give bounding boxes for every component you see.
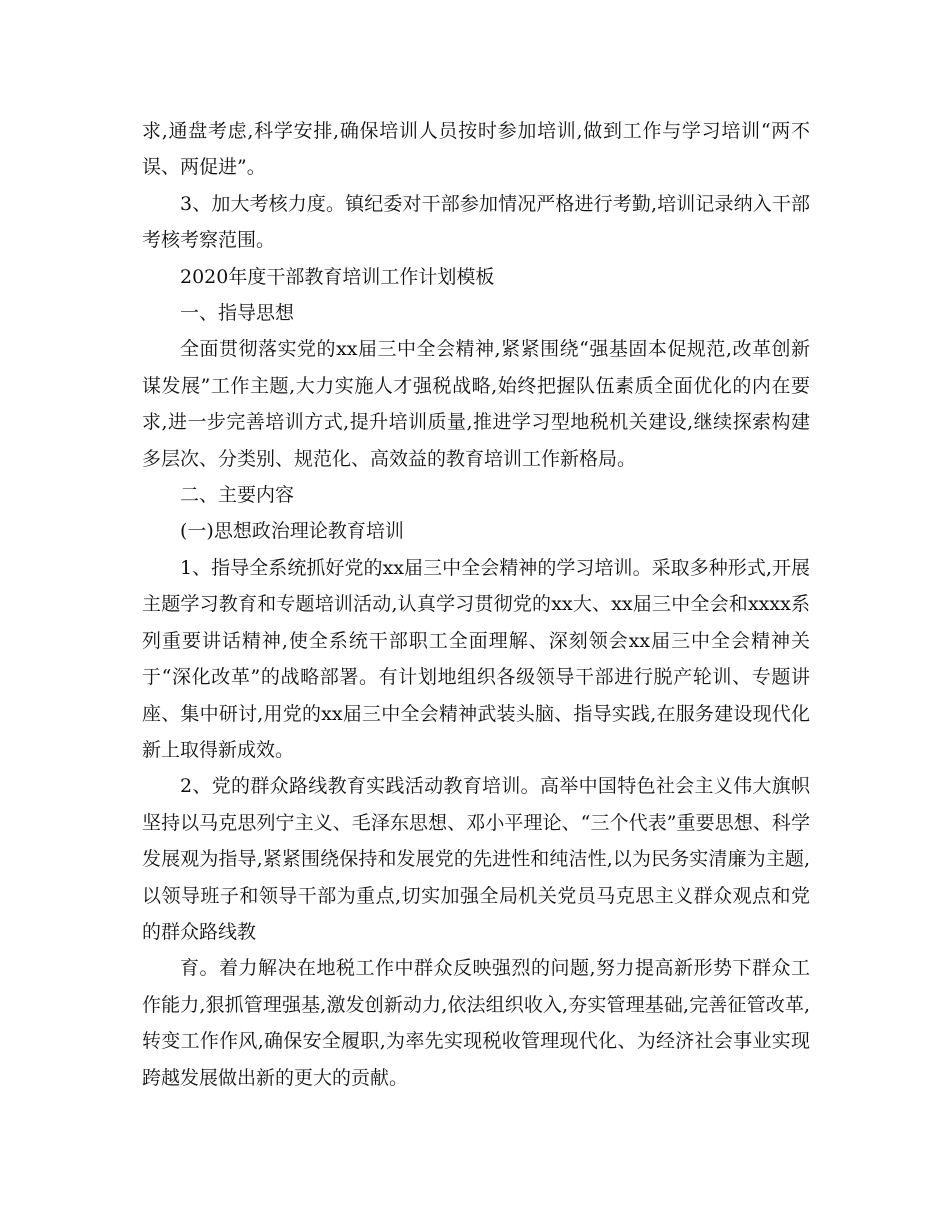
heading-main-content: 二、主要内容 bbox=[180, 484, 295, 507]
paragraph-guiding-ideology: 全面贯彻落实党的xx届三中全会精神,紧紧围绕“强基固本促规范,改革创新谋发展”工作主题,大力实施人才强税战略,始终把握队伍素质全面优化的内在要求,进一步完善培训方式,提升培训质量,推进学习型地税机关建设,继续探索构建多层次、分类别、规范化、高效益的教育培训工作新格局。 bbox=[142, 338, 810, 470]
document-body bbox=[142, 113, 810, 1096]
paragraph-item-2: 2、党的群众路线教育实践活动教育培训。高举中国特色社会主义伟大旗帜坚持以马克思列宁主义、毛泽东思想、邓小平理论、“三个代表”重要思想、科学发展观为指导,紧紧围绕保持和发展党的先进性和纯洁性,以为民务实清廉为主题,以领导班子和领导干部为重点,切实加强全局机关党员马克思主义群众观点和党的群众路线教 bbox=[142, 775, 810, 943]
paragraph-item-1: 1、指导全系统抓好党的xx届三中全会精神的学习培训。采取多种形式,开展主题学习教育和专题培训活动,认真学习贯彻党的xx大、xx届三中全会和xxxx系列重要讲话精神,使全系统干部职工全面理解、深刻领会xx届三中全会精神关于“深化改革”的战略部署。有计划地组织各级领导干部进行脱产轮训、专题讲座、集中研讨,用党的xx届三中全会精神武装头脑、指导实践,在服务建设现代化新上取得新成效。 bbox=[142, 556, 810, 761]
paragraph-item-2-continued: 育。着力解决在地税工作中群众反映强烈的问题,努力提高新形势下群众工作能力,狠抓管理强基,激发创新动力,依法组织收入,夯实管理基础,完善征管改革,转变工作作风,确保安全履职,为率先实现税收管理现代化、为经济社会事业实现跨越发展做出新的更大的贡献。 bbox=[142, 957, 810, 1089]
heading-guiding-ideology: 一、指导思想 bbox=[180, 302, 295, 325]
paragraph-continuation: 求,通盘考虑,科学安排,确保培训人员按时参加培训,做到工作与学习培训“两不误、两促进”。 bbox=[142, 120, 810, 179]
subheading-political-training: (一)思想政治理论教育培训 bbox=[180, 520, 404, 543]
section-title: 2020年度干部教育培训工作计划模板 bbox=[180, 265, 495, 288]
paragraph-assessment: 3、加大考核力度。镇纪委对干部参加情况严格进行考勤,培训记录纳入干部考核考察范围。 bbox=[142, 192, 810, 252]
